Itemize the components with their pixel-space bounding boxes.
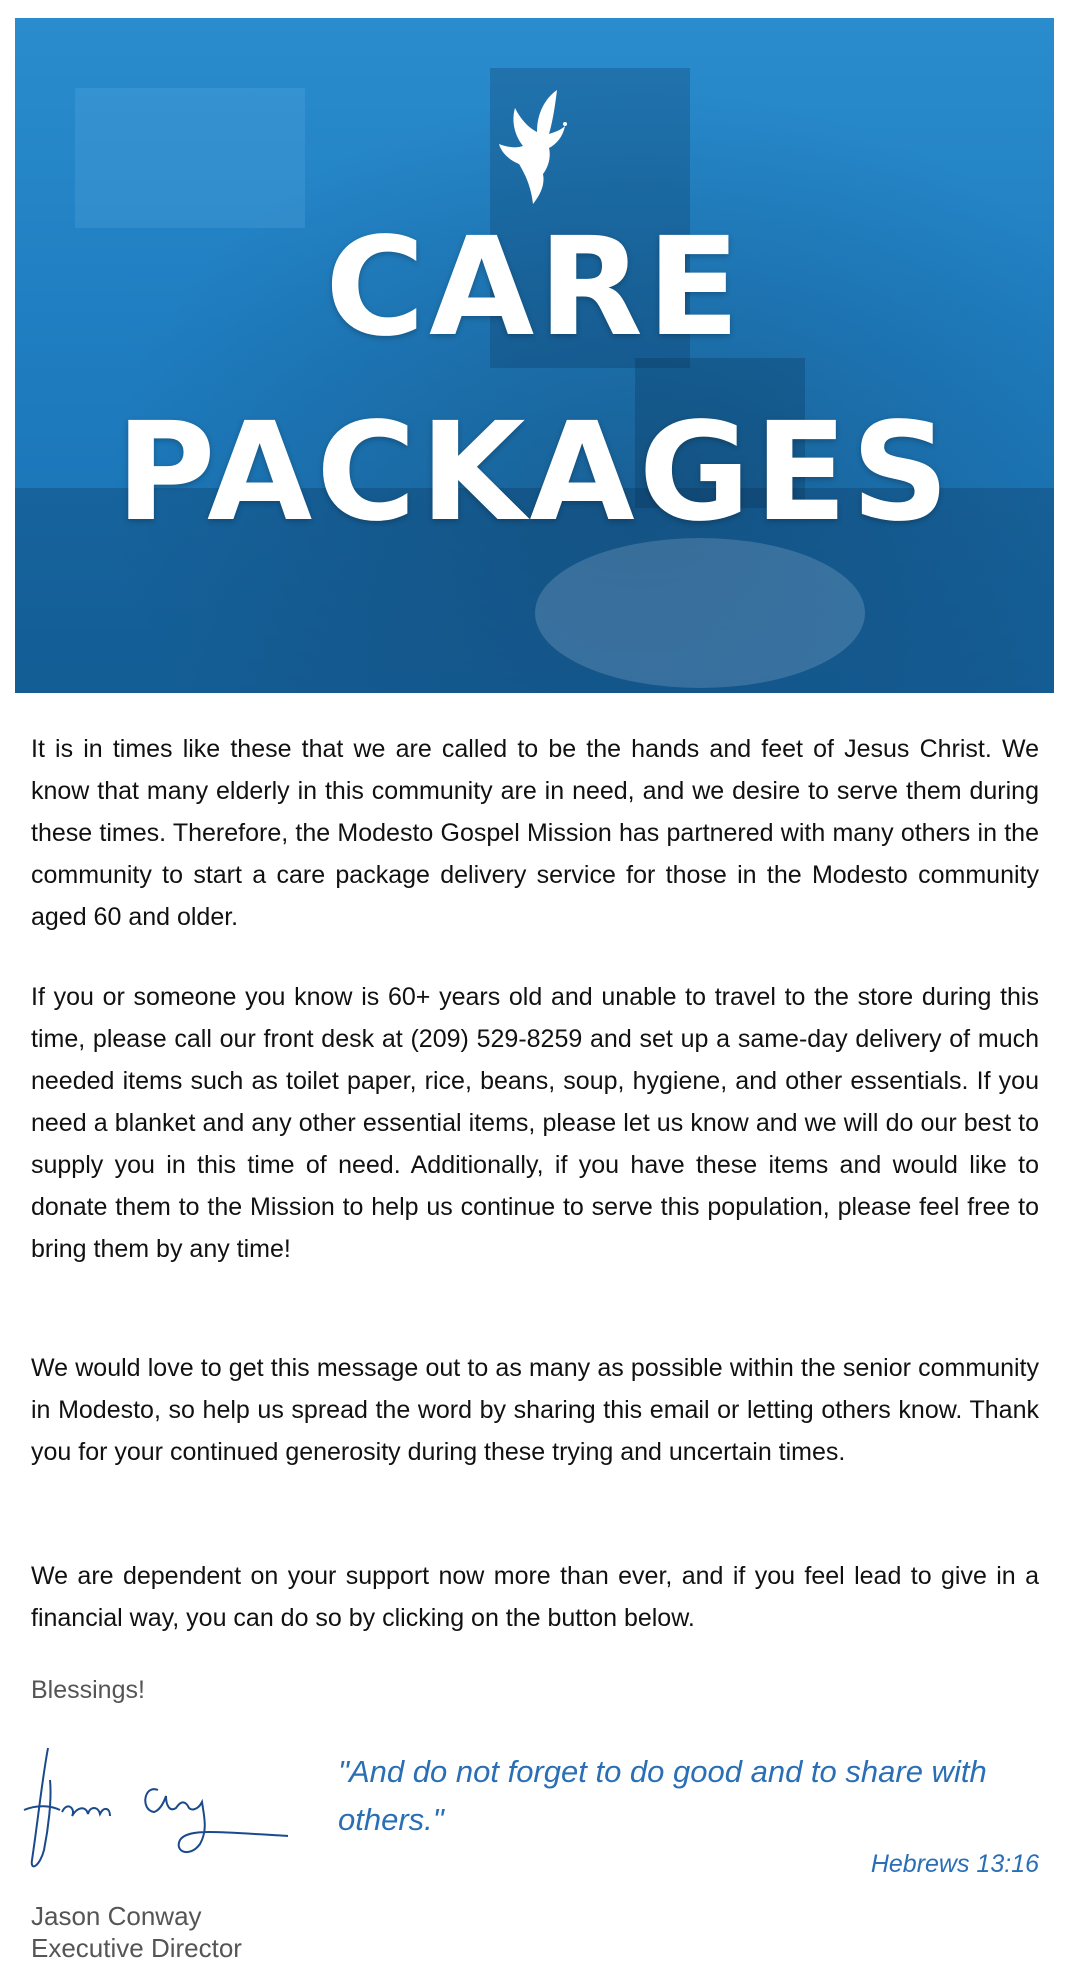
paragraph-share: We would love to get this message out to as many as possible within the senior community in Modesto, so help us spread the word by sharing this email or letting others know. Thank you for your continued generosity during these trying and uncertain times.	[31, 1354, 1039, 1466]
dove-icon	[485, 86, 585, 206]
closing-blessing: Blessings!	[31, 1676, 145, 1704]
signature-image	[18, 1740, 298, 1880]
background-window	[75, 88, 305, 228]
paragraph-support: We are dependent on your support now more than ever, and if you feel lead to give in a financial way, you can do so by clicking on the button below.	[31, 1562, 1039, 1632]
hero-title-line-2: PACKAGES	[115, 394, 954, 552]
signer-block	[31, 1900, 242, 1964]
scripture-reference: Hebrews 13:16	[870, 1850, 1039, 1878]
signer-name: Jason Conway	[31, 1901, 202, 1931]
scripture-quote: "And do not forget to do good and to share with others."	[338, 1754, 987, 1837]
hero-banner	[15, 18, 1054, 693]
signer-role: Executive Director	[31, 1933, 242, 1963]
background-bean-bag	[535, 538, 865, 688]
paragraph-delivery: If you or someone you know is 60+ years old and unable to travel to the store during this time, please call our front desk at (209) 529-8259 and set up a same-day delivery of much needed items such as toilet paper, rice, beans, soup, hygiene, and other essentials. If you need a blanket and any other essential items, please let us know and we will do our best to supply you in this time of need. Additionally, if you have these items and would like to donate them to the Mission to help us continue to serve this population, please feel free to bring them by any time!	[31, 983, 1039, 1263]
paragraph-intro: It is in times like these that we are called to be the hands and feet of Jesus Christ. We know that many elderly in this community are in need, and we desire to serve them during these times. Therefore, the Modesto Gospel Mission has partnered with many others in the community to start a care package delivery service for those in the Modesto community aged 60 and older.	[31, 735, 1039, 931]
hero-title-line-1: CARE	[325, 209, 744, 367]
